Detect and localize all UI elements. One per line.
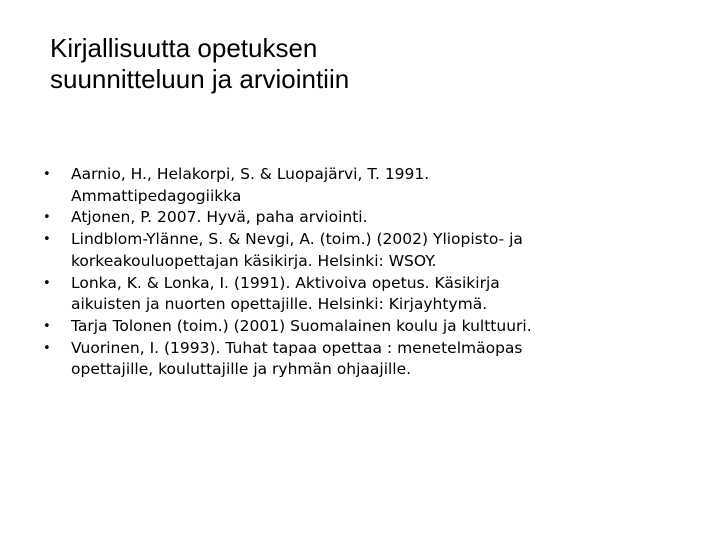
- reference-line: Tarja Tolonen (toim.) (2001) Suomalainen koulu ja kulttuuri.: [71, 316, 532, 335]
- reference-line: opettajille, kouluttajille ja ryhmän ohjaajille.: [71, 360, 412, 379]
- slide-title: [50, 33, 690, 95]
- reference-line: Ammattipedagogiikka: [71, 186, 242, 205]
- reference-line: aikuisten ja nuorten opettajille. Helsinki: Kirjayhtymä.: [71, 295, 488, 314]
- reference-item-vuorinen: [43, 338, 703, 381]
- title-line-1: Kirjallisuutta opetuksen: [50, 33, 318, 63]
- reference-item-tolonen: [43, 316, 703, 338]
- reference-item-lonka: [43, 273, 703, 316]
- bullet-icon: •: [43, 210, 51, 226]
- bullet-icon: •: [43, 340, 51, 356]
- reference-line: Aarnio, H., Helakorpi, S. & Luopajärvi, T. 1991.: [71, 165, 430, 183]
- bullet-icon: •: [43, 232, 51, 248]
- reference-line: Lindblom-Ylänne, S. & Nevgi, A. (toim.) (2002) Yliopisto- ja: [71, 230, 523, 249]
- bullet-icon: •: [43, 275, 51, 291]
- bullet-icon: •: [43, 318, 51, 334]
- reference-line: Vuorinen, I. (1993). Tuhat tapaa opettaa : menetelmäopas: [71, 338, 523, 357]
- reference-item-aarnio: [43, 164, 703, 207]
- title-line-2: suunnitteluun ja arviointiin: [50, 64, 350, 94]
- reference-list: [43, 164, 703, 381]
- reference-item-lindblom: [43, 229, 703, 272]
- reference-line: Atjonen, P. 2007. Hyvä, paha arviointi.: [71, 208, 368, 227]
- reference-line: Lonka, K. & Lonka, I. (1991). Aktivoiva opetus. Käsikirja: [71, 273, 500, 292]
- reference-item-atjonen: [43, 207, 703, 229]
- bullet-icon: •: [43, 167, 51, 182]
- reference-line: korkeakouluopettajan käsikirja. Helsinki: WSOY.: [71, 251, 437, 270]
